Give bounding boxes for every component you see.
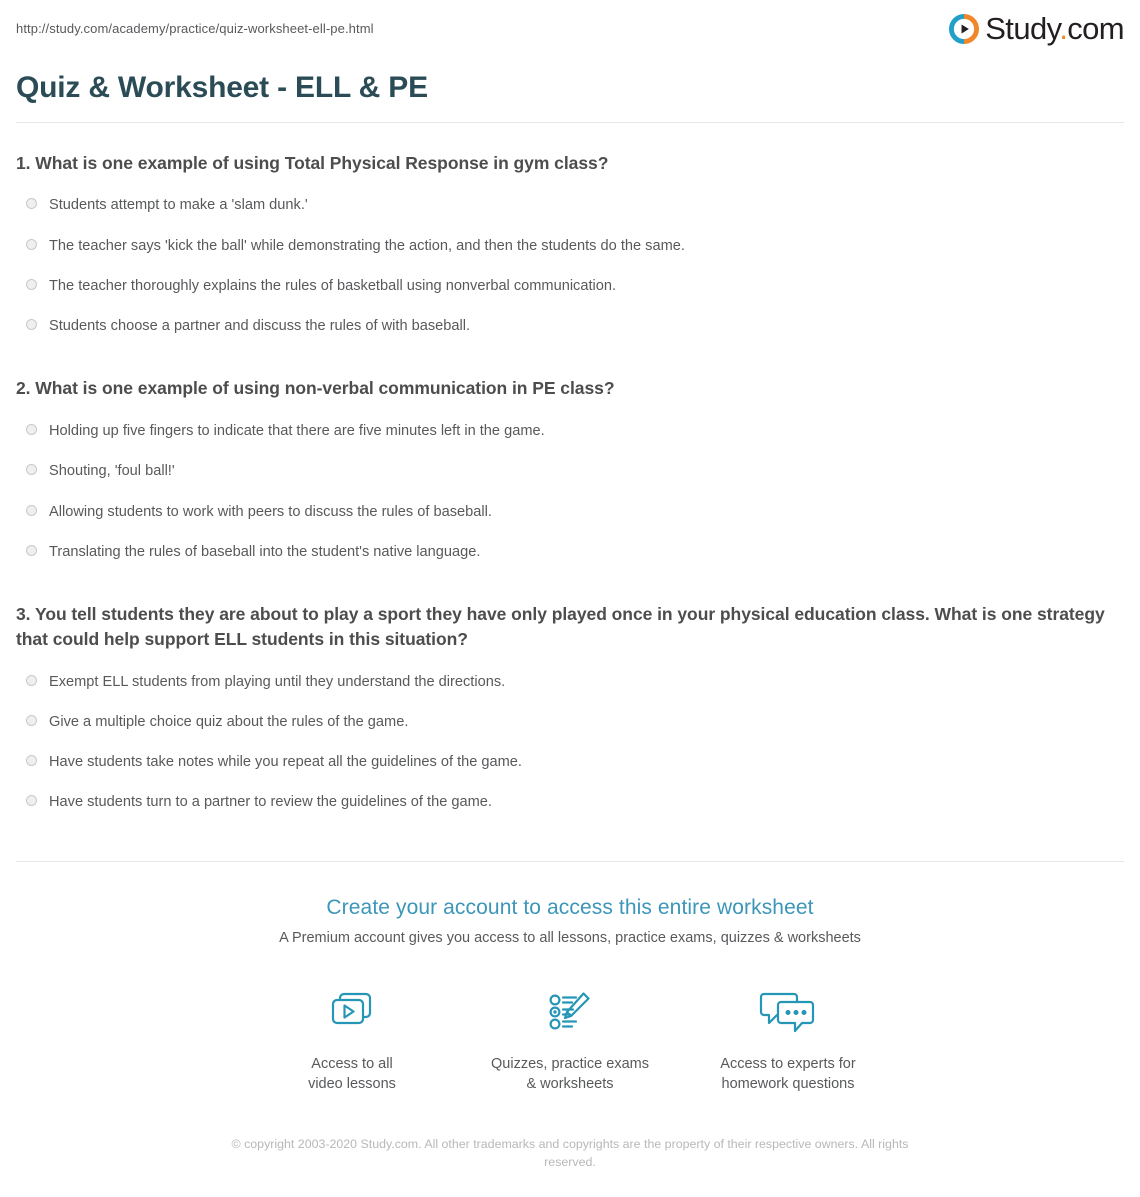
quiz-pencil-icon [461, 984, 679, 1040]
title-section [0, 71, 1140, 106]
radio-button-icon[interactable] [26, 198, 37, 209]
logo-dot: . [1059, 11, 1068, 46]
question-text: 2. What is one example of using non-verbal communication in PE class? [16, 378, 615, 399]
answer-option[interactable] [16, 185, 1124, 225]
answer-label: Exempt ELL students from playing until they understand the directions. [49, 673, 506, 690]
questions-list [0, 151, 1140, 823]
answer-option[interactable] [16, 492, 1124, 532]
logo-suffix: com [1067, 11, 1124, 46]
url-text: http://study.com/academy/practice/quiz-worksheet-ell-pe.html [16, 21, 374, 36]
answer-label: The teacher thoroughly explains the rules of basketball using nonverbal communication. [49, 277, 617, 294]
answer-label: Translating the rules of baseball into the student's native language. [49, 543, 481, 560]
question-text: 1. What is one example of using Total Physical Response in gym class? [16, 152, 609, 173]
answer-label: Holding up five fingers to indicate that there are five minutes left in the game. [49, 423, 545, 440]
answer-option[interactable] [16, 451, 1124, 491]
feature-label: Access to all video lessons [308, 1055, 396, 1093]
radio-button-icon[interactable] [26, 795, 37, 806]
radio-button-icon[interactable] [26, 239, 37, 250]
question-text: 3. You tell students they are about to play a sport they have only played once in your physical education class. What is one strategy that could help support ELL students in this situation? [16, 604, 1105, 649]
answer-options [16, 662, 1124, 823]
page-title: Quiz & Worksheet - ELL & PE [16, 71, 428, 104]
radio-button-icon[interactable] [26, 279, 37, 290]
play-circle-icon [949, 14, 979, 44]
logo-text: Study [985, 11, 1060, 46]
answer-option[interactable] [16, 411, 1124, 451]
answer-option[interactable] [16, 306, 1124, 346]
answer-options [16, 185, 1124, 346]
radio-button-icon[interactable] [26, 545, 37, 556]
answer-label: Have students take notes while you repeat all the guidelines of the game. [49, 754, 522, 771]
create-account-link[interactable]: Create your account to access this entire worksheet [326, 895, 814, 919]
feature-label: Access to experts for homework questions [720, 1055, 856, 1093]
logo-wordmark [985, 13, 1124, 44]
answer-option[interactable] [16, 662, 1124, 702]
answer-label: Allowing students to work with peers to discuss the rules of baseball. [49, 503, 492, 520]
answer-label: Give a multiple choice quiz about the rules of the game. [49, 713, 409, 730]
page-header [0, 0, 1140, 57]
answer-label: Students attempt to make a 'slam dunk.' [49, 197, 308, 214]
radio-button-icon[interactable] [26, 464, 37, 475]
answer-label: Have students turn to a partner to review the guidelines of the game. [49, 794, 492, 811]
radio-button-icon[interactable] [26, 755, 37, 766]
answer-option[interactable] [16, 532, 1124, 572]
answer-option[interactable] [16, 742, 1124, 782]
answer-option[interactable] [16, 782, 1124, 822]
radio-button-icon[interactable] [26, 715, 37, 726]
title-divider [16, 122, 1124, 123]
answer-options [16, 411, 1124, 572]
question-block [16, 602, 1124, 823]
question-block [16, 376, 1124, 572]
feature-video-lessons [243, 984, 461, 1095]
radio-button-icon[interactable] [26, 319, 37, 330]
study-com-logo[interactable] [949, 13, 1124, 44]
feature-experts [679, 984, 897, 1095]
radio-button-icon[interactable] [26, 424, 37, 435]
video-lessons-icon [243, 984, 461, 1040]
question-block [16, 151, 1124, 347]
answer-option[interactable] [16, 226, 1124, 266]
radio-button-icon[interactable] [26, 675, 37, 686]
answer-label: Shouting, 'foul ball!' [49, 463, 175, 480]
answer-label: The teacher says 'kick the ball' while demonstrating the action, and then the students do the same. [49, 237, 685, 254]
answer-label: Students choose a partner and discuss the rules of with baseball. [49, 318, 471, 335]
answer-option[interactable] [16, 266, 1124, 306]
copyright-text: © copyright 2003-2020 Study.com. All other trademarks and copyrights are the property of their respective owners. All rights reserved. [231, 1136, 909, 1170]
cta-section [0, 862, 1140, 1172]
feature-label: Quizzes, practice exams & worksheets [491, 1055, 649, 1093]
features-row [0, 984, 1140, 1095]
chat-bubbles-icon [679, 984, 897, 1040]
answer-option[interactable] [16, 702, 1124, 742]
feature-quizzes [461, 984, 679, 1095]
radio-button-icon[interactable] [26, 505, 37, 516]
cta-subtitle: A Premium account gives you access to all lessons, practice exams, quizzes & worksheets [279, 929, 861, 946]
